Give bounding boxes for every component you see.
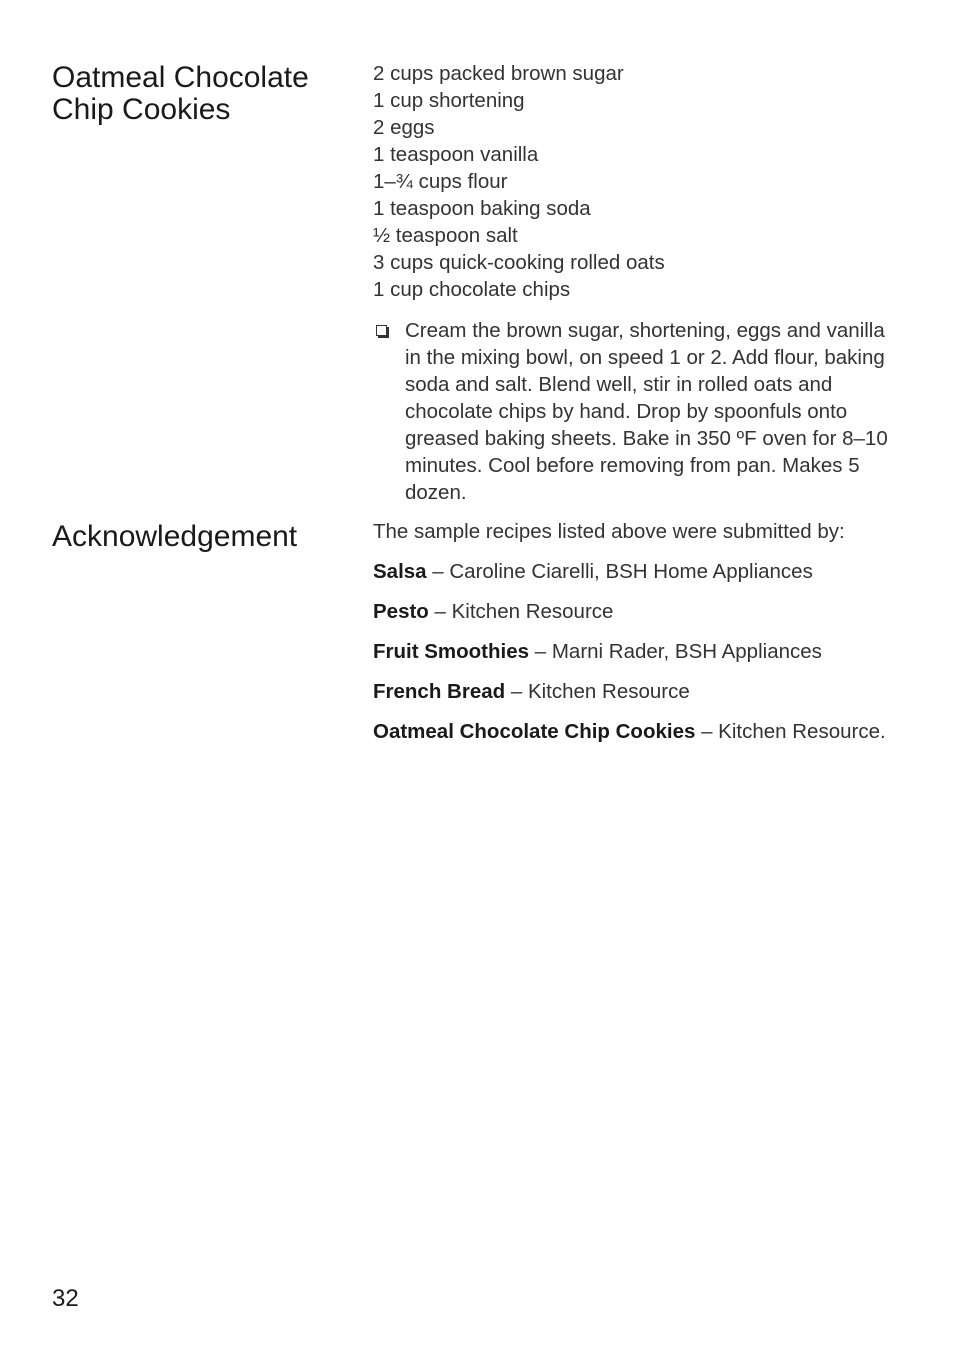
ingredient-item: ½ teaspoon salt xyxy=(373,224,518,247)
recipe-title xyxy=(52,62,352,126)
ingredient-item: 2 eggs xyxy=(373,116,435,139)
recipe-title-line-2: Chip Cookies xyxy=(52,93,231,126)
ingredient-item: 2 cups packed brown sugar xyxy=(373,62,624,85)
credit-source: – Caroline Ciarelli, BSH Home Appliances xyxy=(426,560,813,583)
acknowledgement-intro: The sample recipes listed above were submitted by: xyxy=(373,520,845,543)
credit-recipe-name: Fruit Smoothies xyxy=(373,640,530,663)
credit-recipe-name: Oatmeal Chocolate Chip Cookies xyxy=(373,720,696,743)
acknowledgement-title: Acknowledgement xyxy=(52,520,298,553)
checkbox-bullet-icon xyxy=(376,325,387,336)
ingredient-item: 1–¾ cups flour xyxy=(373,170,508,193)
ingredient-item: 1 teaspoon baking soda xyxy=(373,197,591,220)
credit-source: – Kitchen Resource xyxy=(428,600,614,623)
instruction-text: Cream the brown sugar, shortening, eggs and vanilla in the mixing bowl, on speed 1 or 2. Add flour, baking soda and salt. Blend well, stir in rolled oats and chocolate chips by hand. Drop by spoonfuls onto greased baking sheets. Bake in 350 ºF oven for 8–10 minutes. Cool before removing from pan. Makes 5 dozen. xyxy=(405,319,888,504)
ingredient-item: 1 teaspoon vanilla xyxy=(373,143,539,166)
credit-source: – Kitchen Resource. xyxy=(695,720,886,743)
credit-item xyxy=(373,718,903,745)
credit-source: – Marni Rader, BSH Appliances xyxy=(529,640,822,663)
ingredient-list xyxy=(373,60,913,303)
ingredient-item: 1 cup chocolate chips xyxy=(373,278,571,301)
credit-item xyxy=(373,558,903,585)
credit-item xyxy=(373,638,903,665)
credit-item xyxy=(373,598,903,625)
page-number: 32 xyxy=(52,1285,79,1312)
recipe-title-line-1: Oatmeal Chocolate xyxy=(52,61,309,94)
credit-source: – Kitchen Resource xyxy=(505,680,690,703)
acknowledgement-section xyxy=(373,518,903,758)
credit-item xyxy=(373,678,903,705)
ingredient-item: 3 cups quick-cooking rolled oats xyxy=(373,251,665,274)
instruction-step xyxy=(373,317,913,506)
credit-recipe-name: Pesto xyxy=(373,600,429,623)
credit-recipe-name: Salsa xyxy=(373,560,427,583)
ingredient-item: 1 cup shortening xyxy=(373,89,525,112)
credit-recipe-name: French Bread xyxy=(373,680,506,703)
